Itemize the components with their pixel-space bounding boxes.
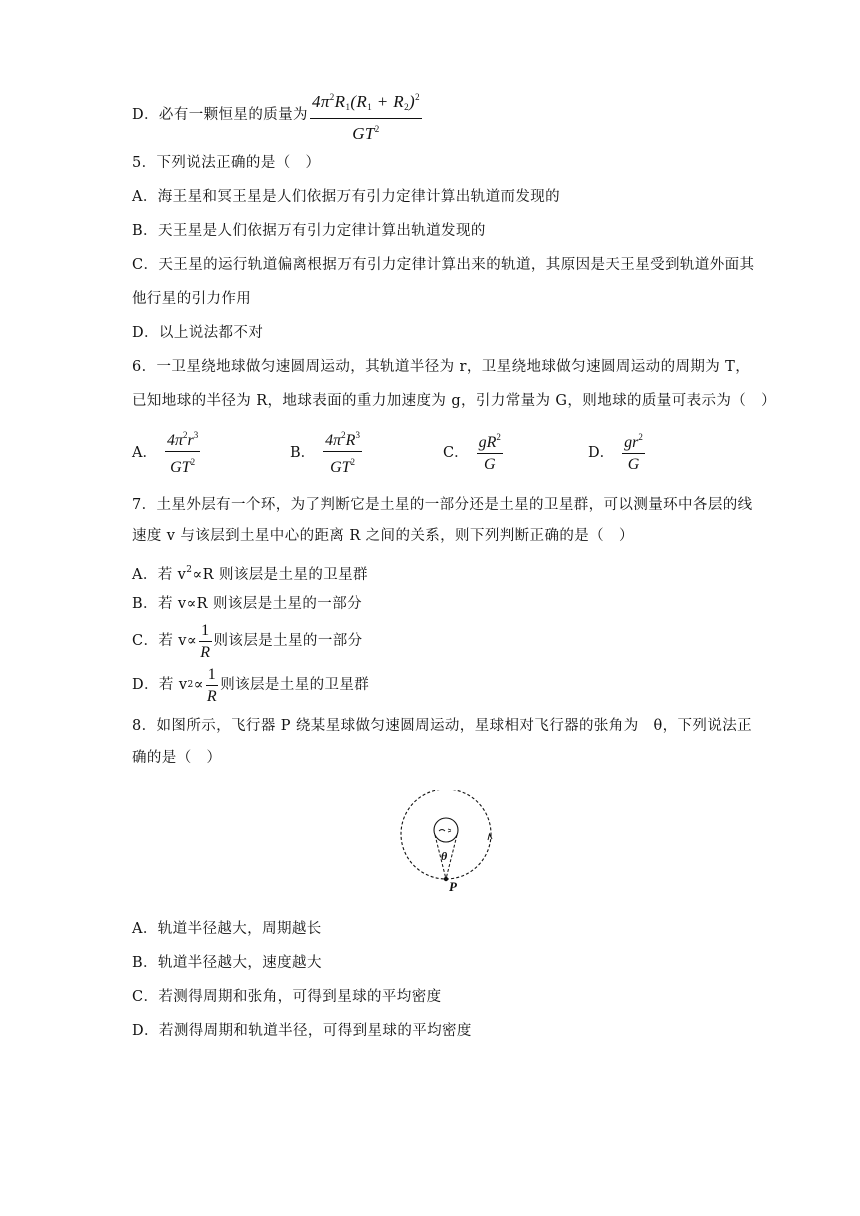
- q6-option-b: [290, 426, 364, 476]
- q7-option-c-fraction: $\frac{1}{R}$: [200, 621, 211, 661]
- q7-option-c-pre: C．若 v∝: [132, 633, 198, 649]
- q8-option-b: B．轨道半径越大，速度越大: [132, 955, 322, 971]
- q7-option-c: [132, 620, 363, 662]
- point-p-label: P: [449, 879, 457, 894]
- q6-option-a: [132, 426, 202, 476]
- q7-option-a: A．若 $v^2\propto R$ 则该层是土星的卫星群: [132, 565, 368, 583]
- q7-option-a-pre: A．若 v: [132, 567, 187, 583]
- q4-option-d: [132, 91, 424, 143]
- q7-option-a-post: ∝R 则该层是土星的卫星群: [192, 567, 368, 583]
- q6-option-c-formula: $\frac{gR^2}{G}$: [477, 428, 503, 474]
- q8-orbit-figure: [392, 790, 502, 898]
- q7-option-c-post: 则该层是土星的一部分: [213, 633, 363, 649]
- q6-option-d-label: D．: [588, 444, 615, 461]
- q5-stem: 5．下列说法正确的是（ ）: [132, 155, 321, 171]
- q6-option-c: [443, 426, 505, 476]
- q4-option-d-text: D．必有一颗恒星的质量为: [132, 107, 308, 123]
- q6-option-a-label: A．: [132, 444, 157, 461]
- q7-option-d-pre: D．若 v: [132, 677, 188, 693]
- q6-option-d: [588, 426, 647, 476]
- q6-option-d-formula: $\frac{gr^2}{G}$: [622, 428, 645, 474]
- q8-option-c: C．若测得周期和张角，可得到星球的平均密度: [132, 989, 442, 1005]
- q6-stem-line2: 已知地球的半径为 R，地球表面的重力加速度为 g，引力常量为 G，则地球的质量可表示为（ ）: [132, 393, 777, 409]
- orbit-diagram: [392, 790, 502, 898]
- q6-option-b-formula: $\frac{4\pi^2R^3}{GT^2}$: [323, 426, 362, 477]
- q7-stem-line2: 速度 v 与该层到土星中心的距离 R 之间的关系，则下列判断正确的是（ ）: [132, 528, 634, 544]
- q7-option-d-mid: ∝: [193, 677, 204, 693]
- q8-option-d: D．若测得周期和轨道半径，可得到星球的平均密度: [132, 1023, 472, 1039]
- q5-option-c-line2: 他行星的引力作用: [132, 291, 252, 307]
- q7-option-b: B．若 v∝R 则该层是土星的一部分: [132, 596, 362, 612]
- q7-option-d-post: 则该层是土星的卫星群: [220, 677, 370, 693]
- q5-option-b: B．天王星是人们依据万有引力定律计算出轨道发现的: [132, 223, 486, 239]
- q8-stem-line1: 8．如图所示，飞行器 P 绕某星球做匀速圆周运动，星球相对飞行器的张角为 θ，下列说法正: [132, 718, 753, 734]
- q8-stem-line2: 确的是（ ）: [132, 750, 222, 766]
- theta-label: θ: [441, 849, 448, 863]
- q5-option-d: D．以上说法都不对: [132, 325, 264, 341]
- q6-stem-line1: 6．一卫星绕地球做匀速圆周运动，其轨道半径为 r，卫星绕地球做匀速圆周运动的周期为 T，: [132, 359, 751, 375]
- q6-option-b-label: B．: [290, 444, 316, 461]
- planet-circle: [434, 818, 458, 842]
- q8-option-a: A．轨道半径越大，周期越长: [132, 921, 322, 937]
- q6-option-a-formula: $\frac{4\pi^2r^3}{GT^2}$: [165, 426, 200, 477]
- q6-option-c-label: C．: [443, 444, 469, 461]
- q4-option-d-formula: $\frac{4\pi^2R_1(R_1 + R_2)^2}{GT^2}$: [310, 88, 422, 143]
- spacecraft-point: [444, 877, 448, 881]
- q7-option-d: D．若 v 2 ∝ $\frac{1}{R}$ 则该层是土星的卫星群: [132, 665, 370, 705]
- q7-stem-line1: 7．土星外层有一个环，为了判断它是土星的一部分还是土星的卫星群，可以测量环中各层的线: [132, 497, 753, 513]
- q5-option-a: A．海王星和冥王星是人们依据万有引力定律计算出轨道而发现的: [132, 189, 561, 205]
- q5-option-c-line1: C．天王星的运行轨道偏离根据万有引力定律计算出来的轨道，其原因是天王星受到轨道外面其: [132, 257, 755, 273]
- q7-option-d-fraction: $\frac{1}{R}$: [206, 665, 218, 705]
